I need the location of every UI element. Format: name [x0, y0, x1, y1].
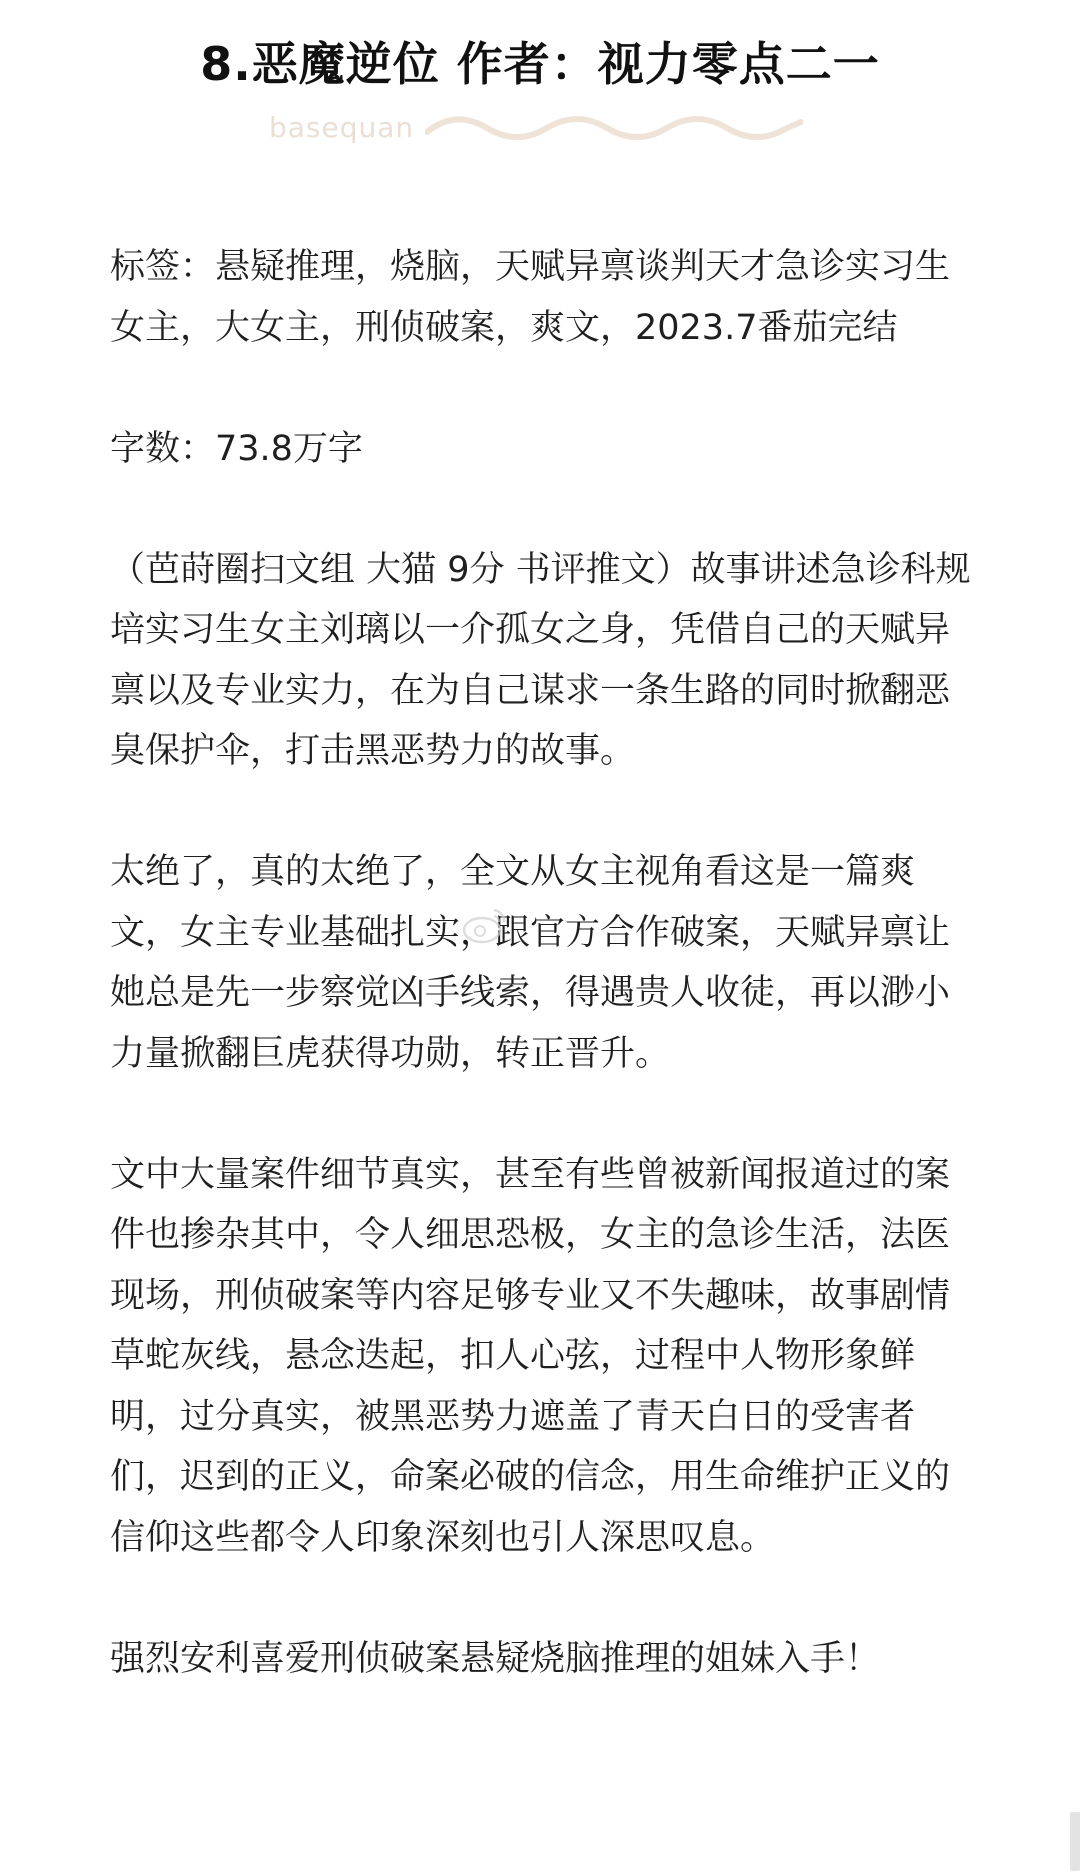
review-paragraph-2: 文中大量案件细节真实，甚至有些曾被新闻报道过的案件也掺杂其中，令人细思恐极，女主的急诊生活，法医现场，刑侦破案等内容足够专业又不失趣味，故事剧情草蛇灰线，悬念迭起，扣人心弦，过程中人物形象鲜明，过分真实，被黑恶势力遮盖了青天白日的受害者们，迟到的正义，命案必破的信念，用生命维护正义的信仰这些都令人印象深刻也引人深思叹息。 — [110, 1154, 951, 1558]
article-title: 8.恶魔逆位 作者：视力零点二一 — [200, 37, 880, 91]
wave-decoration-icon — [425, 110, 803, 150]
recommendation-paragraph: 强烈安利喜爱刑侦破案悬疑烧脑推理的姐妹入手！ — [110, 1638, 881, 1679]
word-count-paragraph: 字数：73.8万字 — [110, 428, 363, 469]
scrollbar[interactable] — [1070, 1812, 1080, 1871]
summary-paragraph: （芭莳圈扫文组 大猫 9分 书评推文）故事讲述急诊科规培实习生女主刘璃以一介孤女之身，凭借自己的天赋异禀以及专业实力，在为自己谋求一条生路的同时掀翻恶臭保护伞，打击黑恶势力的故事。 — [110, 549, 971, 771]
tags-paragraph: 标签：悬疑推理，烧脑，天赋异禀谈判天才急诊实习生女主，大女主，刑侦破案，爽文，2023.7番茄完结 — [110, 247, 951, 348]
brand-text: basequan — [269, 111, 415, 144]
article-body — [110, 237, 980, 1689]
review-paragraph-1: 太绝了，真的太绝了，全文从女主视角看这是一篇爽文，女主专业基础扎实，跟官方合作破案，天赋异禀让她总是先一步察觉凶手线索，得遇贵人收徒，再以渺小力量掀翻巨虎获得功勋，转正晋升。 — [110, 852, 951, 1074]
